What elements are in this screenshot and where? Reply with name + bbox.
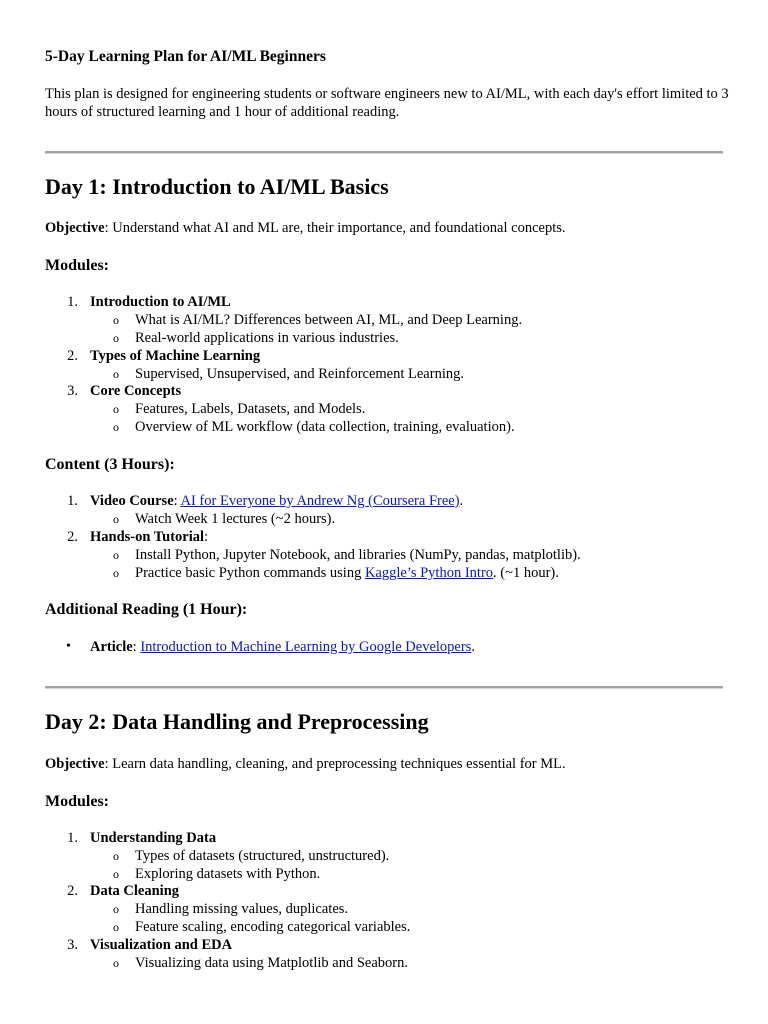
list-number: 2. bbox=[67, 348, 78, 364]
module-title bbox=[90, 882, 179, 900]
list-item: Features, Labels, Datasets, and Models. bbox=[135, 401, 366, 417]
module-title-text: Visualization and EDA bbox=[90, 937, 233, 953]
day1-additional-heading: Additional Reading (1 Hour): bbox=[45, 601, 248, 618]
list-number: 1. bbox=[67, 294, 78, 310]
list-item: Visualizing data using Matplotlib and Seaborn. bbox=[135, 955, 408, 971]
list-item: What is AI/ML? Differences between AI, ML, and Deep Learning. bbox=[135, 312, 523, 328]
module-title bbox=[90, 936, 232, 954]
list-number: 2. bbox=[67, 883, 78, 899]
separator: : bbox=[132, 639, 141, 655]
module-title-text: Core Concepts bbox=[90, 383, 182, 399]
sub-bullet-icon: o bbox=[113, 367, 119, 381]
day1-objective bbox=[45, 219, 566, 237]
reading-label: Article bbox=[90, 639, 133, 655]
coursera-link[interactable]: AI for Everyone by Andrew Ng (Coursera Free) bbox=[180, 493, 460, 509]
content-item bbox=[90, 528, 208, 546]
module-title bbox=[90, 829, 216, 847]
list-item: Real-world applications in various industries. bbox=[135, 330, 399, 346]
module-title-text: Understanding Data bbox=[90, 830, 217, 846]
sub-bullet-icon: o bbox=[113, 331, 119, 345]
list-item: Overview of ML workflow (data collection, training, evaluation). bbox=[135, 419, 515, 435]
day2-objective bbox=[45, 755, 566, 773]
list-item: Install Python, Jupyter Notebook, and libraries (NumPy, pandas, matplotlib). bbox=[135, 547, 581, 563]
module-title-text: Data Cleaning bbox=[90, 883, 180, 899]
list-item: Handling missing values, duplicates. bbox=[135, 901, 349, 917]
google-ml-link[interactable]: Introduction to Machine Learning by Google Developers bbox=[140, 639, 472, 655]
list-item bbox=[135, 564, 559, 582]
sub-bullet-icon: o bbox=[113, 849, 119, 863]
list-item: Types of datasets (structured, unstructured). bbox=[135, 848, 390, 864]
day1-content-heading: Content (3 Hours): bbox=[45, 456, 175, 473]
content-label: Video Course bbox=[90, 493, 174, 509]
module-title bbox=[90, 293, 231, 311]
item-text: Practice basic Python commands using bbox=[135, 565, 365, 581]
content-label: Hands-on Tutorial bbox=[90, 529, 205, 545]
list-number: 3. bbox=[67, 937, 78, 953]
list-number: 3. bbox=[67, 383, 78, 399]
module-title-text: Types of Machine Learning bbox=[90, 348, 261, 364]
module-title bbox=[90, 382, 181, 400]
list-item: Exploring datasets with Python. bbox=[135, 866, 321, 882]
list-item: Watch Week 1 lectures (~2 hours). bbox=[135, 511, 336, 527]
reading-item bbox=[90, 638, 475, 656]
divider bbox=[45, 151, 723, 154]
objective-label: Objective bbox=[45, 220, 105, 236]
separator: : bbox=[204, 529, 209, 545]
list-number: 1. bbox=[67, 830, 78, 846]
objective-label: Objective bbox=[45, 756, 105, 772]
list-item: Supervised, Unsupervised, and Reinforcement Learning. bbox=[135, 366, 464, 382]
module-title bbox=[90, 347, 260, 365]
bullet-icon: • bbox=[66, 639, 71, 654]
document-title: 5-Day Learning Plan for AI/ML Beginners bbox=[45, 48, 326, 65]
sub-bullet-icon: o bbox=[113, 566, 119, 580]
sub-bullet-icon: o bbox=[113, 420, 119, 434]
content-item bbox=[90, 492, 463, 510]
sub-bullet-icon: o bbox=[113, 313, 119, 327]
objective-text: : Understand what AI and ML are, their importance, and foundational concepts. bbox=[104, 220, 566, 236]
day2-modules-heading: Modules: bbox=[45, 793, 109, 810]
sub-bullet-icon: o bbox=[113, 512, 119, 526]
sub-bullet-icon: o bbox=[113, 902, 119, 916]
item-text-end: . (~1 hour). bbox=[493, 565, 559, 581]
sub-bullet-icon: o bbox=[113, 956, 119, 970]
list-number: 2. bbox=[67, 529, 78, 545]
sub-bullet-icon: o bbox=[113, 867, 119, 881]
list-number: 1. bbox=[67, 493, 78, 509]
objective-text: : Learn data handling, cleaning, and preprocessing techniques essential for ML. bbox=[104, 756, 566, 772]
module-title-text: Introduction to AI/ML bbox=[90, 294, 231, 310]
sub-bullet-icon: o bbox=[113, 548, 119, 562]
intro-paragraph: This plan is designed for engineering students or software engineers new to AI/ML, with each day's effort limited to 3 hours of structured learning and 1 hour of additional reading. bbox=[45, 86, 729, 120]
divider bbox=[45, 686, 723, 689]
day1-heading: Day 1: Introduction to AI/ML Basics bbox=[45, 174, 389, 199]
day2-heading: Day 2: Data Handling and Preprocessing bbox=[45, 709, 429, 734]
punctuation: . bbox=[471, 639, 475, 655]
sub-bullet-icon: o bbox=[113, 402, 119, 416]
kaggle-link[interactable]: Kaggle’s Python Intro bbox=[364, 565, 494, 581]
day1-modules-heading: Modules: bbox=[45, 257, 109, 274]
sub-bullet-icon: o bbox=[113, 920, 119, 934]
punctuation: . bbox=[459, 493, 464, 509]
separator: : bbox=[173, 493, 181, 509]
list-item: Feature scaling, encoding categorical variables. bbox=[135, 919, 411, 935]
